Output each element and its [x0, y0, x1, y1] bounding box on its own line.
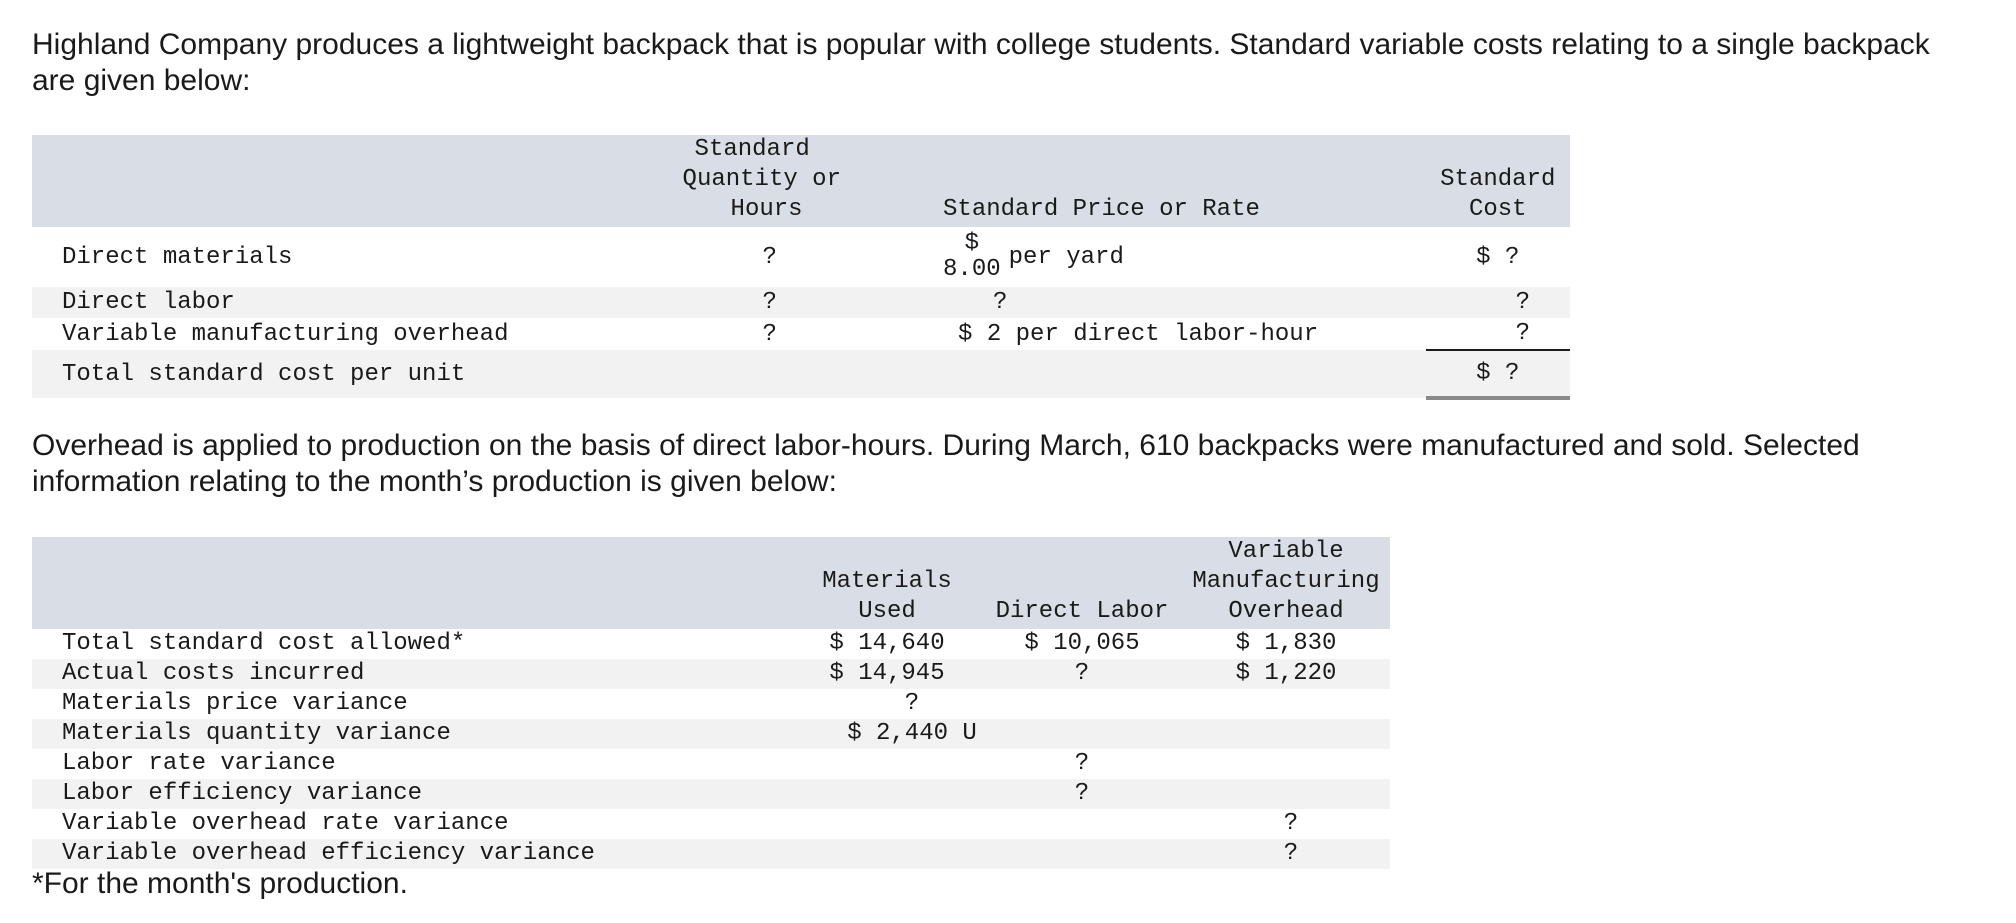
labor-cell — [982, 809, 1182, 839]
table-row — [32, 629, 1390, 659]
header-voh-line2: Manufacturing — [1192, 568, 1380, 595]
row-label: Materials quantity variance — [32, 719, 792, 749]
cost-cell: ? — [1426, 287, 1570, 318]
overhead-cell — [1182, 779, 1390, 809]
spacer-cell — [1318, 287, 1425, 318]
spacer-cell — [1318, 350, 1425, 398]
overhead-cell: ? — [1283, 810, 1299, 837]
price-stack — [943, 231, 1001, 283]
materials-cell — [792, 839, 982, 869]
price-symbol: $ — [964, 230, 980, 257]
labor-cell: ? — [1074, 750, 1090, 777]
production-paragraph: Overhead is applied to production on the basis of direct labor-hours. During March, 610 backpacks were manufactured and sold. Selected information relating to the month’s production is given below: — [32, 429, 1860, 498]
row-label: Total standard cost per unit — [32, 350, 663, 398]
header-voh-line3: Overhead — [1228, 598, 1344, 625]
overhead-cell — [1182, 689, 1390, 719]
overhead-cell — [1182, 749, 1390, 779]
labor-cell — [982, 839, 1182, 869]
row-label: Variable overhead efficiency variance — [32, 839, 792, 869]
row-total-standard-cost — [32, 350, 1570, 398]
header-materials-used — [792, 537, 982, 629]
header-spacer — [1318, 135, 1425, 227]
qty-cell: ? — [762, 243, 777, 271]
row-variable-overhead — [32, 318, 1570, 350]
row-direct-materials — [32, 227, 1570, 287]
table-row — [32, 719, 1390, 749]
row-label: Variable overhead rate variance — [62, 810, 509, 837]
header-qty-line3: Hours — [730, 196, 803, 223]
blank-cell — [943, 350, 1318, 398]
row-label: Materials price variance — [62, 690, 408, 717]
header-qty-line2: Quantity or — [682, 166, 841, 193]
price-cell: $ 2 per direct labor-hour — [958, 320, 1319, 348]
row-label: Direct labor — [32, 287, 663, 318]
price-amount: 8.00 — [943, 256, 1001, 283]
cost-cell: ? — [1426, 318, 1570, 350]
overhead-cell — [1182, 719, 1390, 749]
table-row — [32, 809, 1390, 839]
header-cost-line1: Standard — [1440, 166, 1556, 193]
price-cell: ? — [943, 287, 1318, 318]
materials-cell: $ 14,945 — [792, 659, 982, 689]
header-standard-cost — [1426, 135, 1570, 227]
header-blank — [32, 537, 792, 629]
labor-cell: $ 10,065 — [1024, 630, 1140, 657]
spacer-cell — [1318, 318, 1425, 350]
row-label: Direct materials — [62, 243, 293, 271]
header-standard-quantity — [663, 135, 943, 227]
overhead-cell: $ 1,830 — [1235, 630, 1337, 657]
table-row — [32, 839, 1390, 869]
header-standard-price: Standard Price or Rate — [943, 135, 1318, 227]
labor-cell — [982, 689, 1182, 719]
header-qty-line1: Standard — [694, 136, 810, 163]
production-header-row — [32, 537, 1390, 629]
standard-cost-header-row — [32, 135, 1570, 227]
row-direct-labor — [32, 287, 1570, 318]
row-label: Total standard cost allowed* — [62, 630, 466, 657]
row-label: Labor rate variance — [62, 750, 336, 777]
qty-cell: ? — [663, 287, 943, 318]
table-row — [32, 659, 1390, 689]
blank-cell — [663, 350, 943, 398]
table-row — [32, 689, 1390, 719]
standard-cost-table — [32, 135, 1570, 400]
materials-cell: $ 2,440 U — [792, 719, 982, 749]
overhead-cell: $ 1,220 — [1182, 659, 1390, 689]
materials-cell — [792, 779, 982, 809]
materials-cell — [792, 749, 982, 779]
cost-cell: $ ? — [1476, 243, 1520, 271]
materials-cell: ? — [904, 690, 920, 717]
header-blank — [32, 135, 663, 227]
price-cell — [943, 227, 1318, 287]
cost-cell: $ ? — [1426, 350, 1570, 398]
row-label: Labor efficiency variance — [32, 779, 792, 809]
materials-cell — [792, 809, 982, 839]
qty-cell: ? — [762, 320, 777, 348]
intro-paragraph: Highland Company produces a lightweight backpack that is popular with college students. Standard variable costs relating to a single backpack are given below: — [32, 28, 1930, 97]
header-direct-labor: Direct Labor — [982, 537, 1182, 629]
price-unit: per yard — [1008, 243, 1124, 271]
row-label: Variable manufacturing overhead — [62, 320, 509, 348]
production-cost-table — [32, 537, 1390, 869]
labor-cell: ? — [982, 659, 1182, 689]
labor-cell — [982, 719, 1182, 749]
footnote: *For the month's production. — [32, 867, 408, 900]
header-voh-line1: Variable — [1228, 538, 1344, 565]
spacer-cell — [1318, 227, 1425, 287]
materials-cell: $ 14,640 — [829, 630, 945, 657]
overhead-cell: ? — [1182, 839, 1390, 869]
row-label: Actual costs incurred — [32, 659, 792, 689]
header-mat-line2: Used — [858, 598, 916, 625]
header-cost-line2: Cost — [1468, 196, 1527, 223]
header-mat-line1: Materials — [822, 568, 952, 595]
table-row — [32, 779, 1390, 809]
header-variable-overhead — [1182, 537, 1390, 629]
labor-cell: ? — [982, 779, 1182, 809]
table-row — [32, 749, 1390, 779]
